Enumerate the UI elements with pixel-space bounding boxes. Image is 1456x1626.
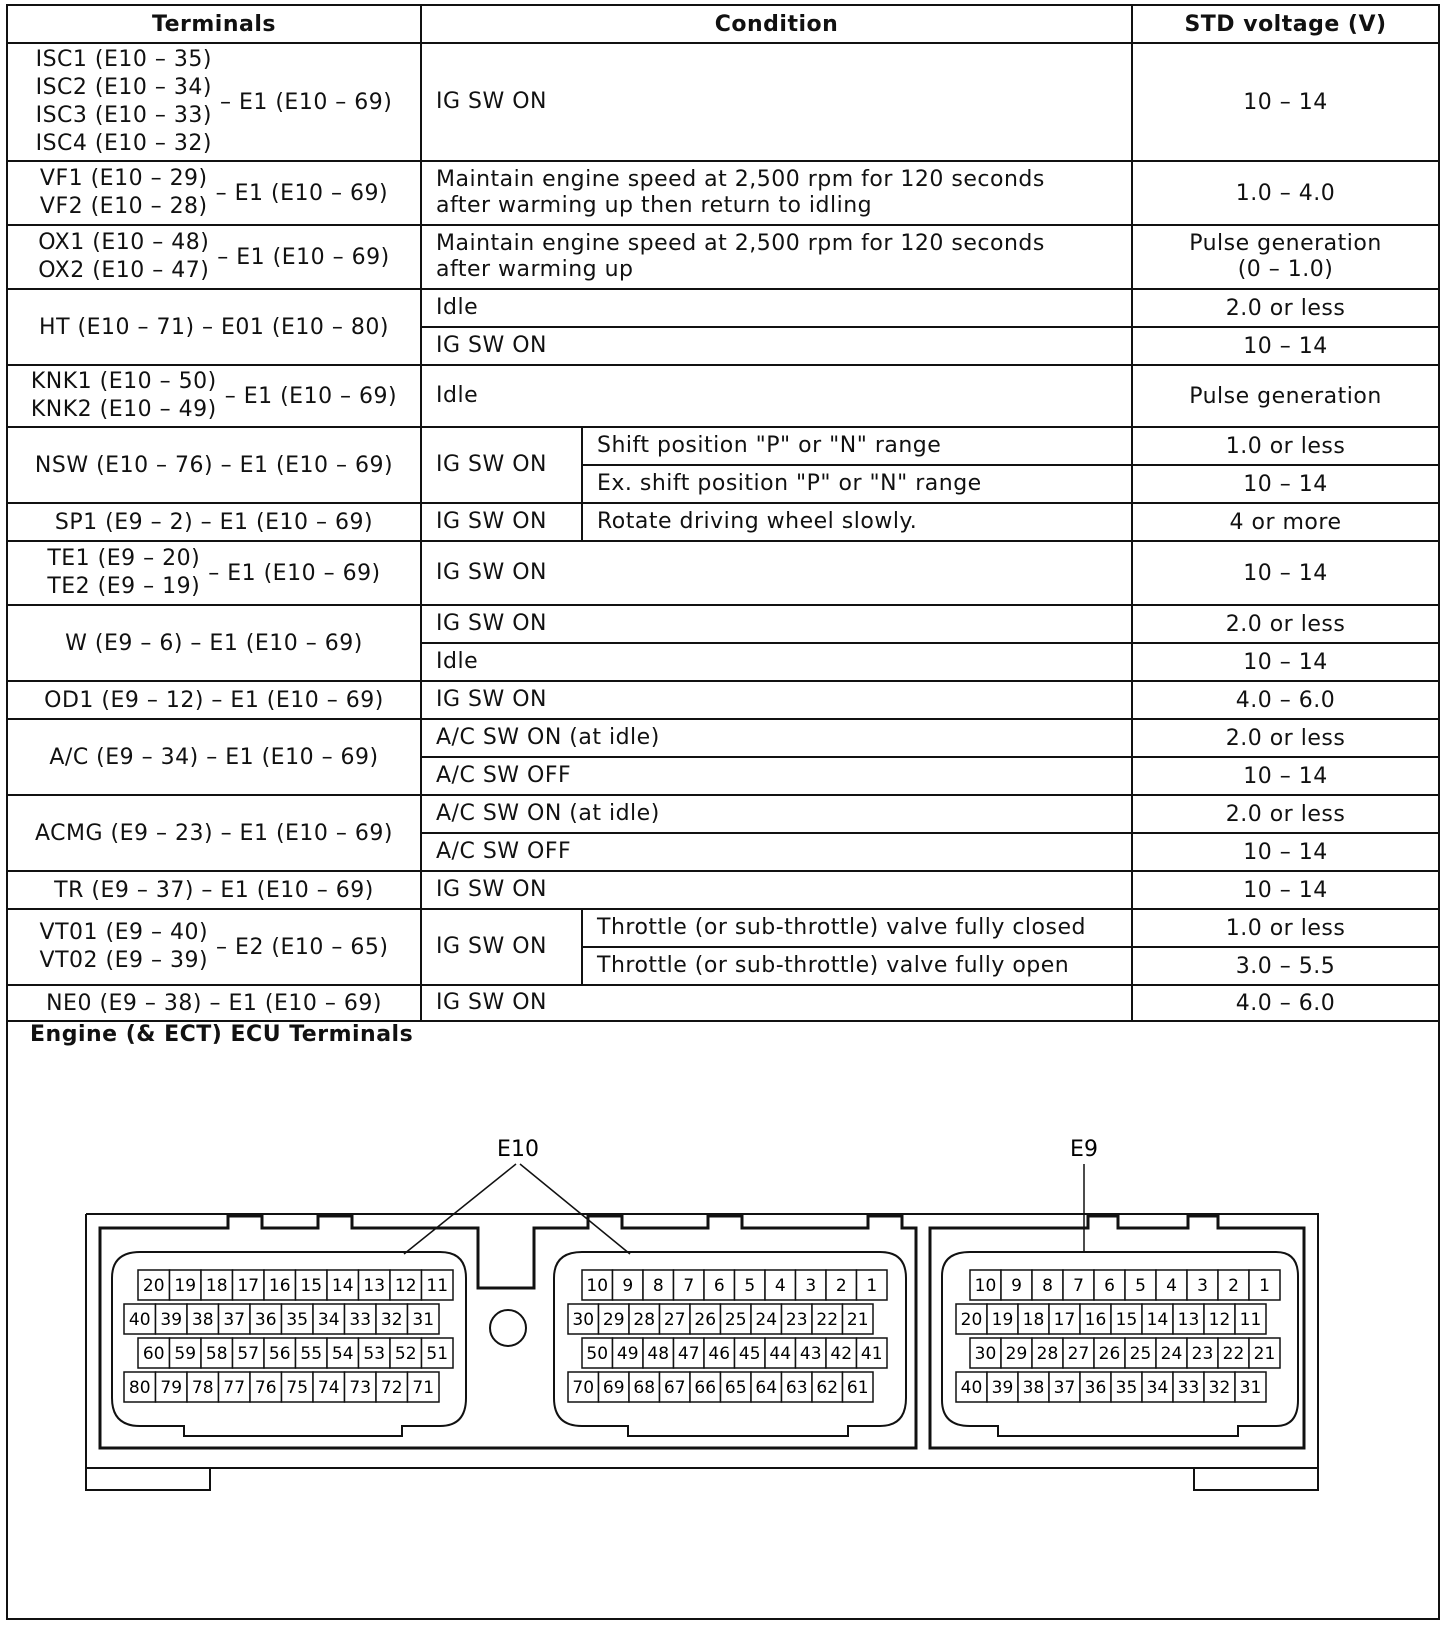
table-row-tr (8, 871, 1438, 909)
table-row-vt (8, 909, 1438, 947)
pin-number: 34 (1146, 1378, 1169, 1398)
pin-number: 20 (960, 1310, 983, 1330)
pin-number: 1 (1259, 1276, 1270, 1296)
condition-line: after warming up then return to idling (436, 193, 873, 218)
pin-number: 22 (1222, 1344, 1245, 1364)
pin-number: 59 (174, 1344, 197, 1364)
terminal-cell (8, 161, 421, 225)
pin-number: 35 (1115, 1378, 1138, 1398)
terminal-name: ISC1 (E10 – 35) (35, 47, 212, 72)
pin-number: 37 (1053, 1378, 1076, 1398)
pin-number: 5 (744, 1276, 756, 1296)
voltage-cell: 4 or more (1132, 503, 1438, 541)
header-terminals: Terminals (8, 6, 421, 43)
pin-number: 63 (785, 1378, 808, 1398)
voltage-cell: 2.0 or less (1132, 795, 1438, 833)
condition-cell (421, 161, 1132, 225)
pin-number: 67 (663, 1378, 686, 1398)
pin-number: 4 (774, 1276, 786, 1296)
table-row-ox (8, 225, 1438, 289)
terminal-cell: OD1 (E9 – 12) – E1 (E10 – 69) (8, 681, 421, 719)
pin-number: 32 (380, 1310, 403, 1330)
terminal-name: VT02 (E9 – 39) (39, 948, 209, 973)
voltage-cell: 10 – 14 (1132, 465, 1438, 503)
pin-number: 31 (1239, 1378, 1262, 1398)
terminal-cell: SP1 (E9 – 2) – E1 (E10 – 69) (8, 503, 421, 541)
terminal-name: VF1 (E10 – 29) (39, 166, 208, 191)
terminal-ground: – E1 (E10 – 69) (217, 244, 390, 270)
table-row-isc (8, 43, 1438, 161)
pin-number: 71 (412, 1378, 435, 1398)
voltage-cell: 1.0 or less (1132, 909, 1438, 947)
terminal-ground: – E1 (E10 – 69) (208, 560, 381, 586)
pin-number: 64 (755, 1378, 778, 1398)
voltage-cell: 10 – 14 (1132, 327, 1438, 365)
pin-number: 9 (622, 1276, 634, 1296)
terminal-name: KNK2 (E10 – 49) (30, 397, 217, 422)
terminal-name: OX1 (E10 – 48) (38, 230, 210, 255)
pin-number: 70 (572, 1378, 595, 1398)
table-row-ht (8, 289, 1438, 327)
pin-number: 7 (683, 1276, 695, 1296)
pin-number: 40 (960, 1378, 983, 1398)
table-row-vf (8, 161, 1438, 225)
voltage-cell: 1.0 – 4.0 (1132, 161, 1438, 225)
terminal-cell: W (E9 – 6) – E1 (E10 – 69) (8, 605, 421, 681)
sub-condition-cell: Shift position "P" or "N" range (582, 427, 1132, 465)
pin-number: 38 (1022, 1378, 1045, 1398)
terminal-name: ISC2 (E10 – 34) (35, 75, 212, 100)
condition-cell: IG SW ON (421, 427, 582, 503)
terminal-name: TE2 (E9 – 19) (47, 574, 201, 599)
terminal-ground: – E1 (E10 – 69) (219, 89, 393, 115)
pin-number: 5 (1135, 1276, 1146, 1296)
table-row-sp1 (8, 503, 1438, 541)
pointer-e10-left (404, 1164, 516, 1254)
voltage-cell: 4.0 – 6.0 (1132, 681, 1438, 719)
condition-cell: IG SW ON (421, 43, 1132, 161)
pin-number: 8 (652, 1276, 664, 1296)
pin-number: 6 (713, 1276, 725, 1296)
pin-number: 7 (1073, 1276, 1084, 1296)
terminal-ground: – E1 (E10 – 69) (224, 383, 398, 409)
condition-cell: A/C SW ON (at idle) (421, 795, 1132, 833)
pin-number: 57 (237, 1344, 260, 1364)
voltage-cell: 2.0 or less (1132, 289, 1438, 327)
pin-number: 11 (1239, 1310, 1262, 1330)
table-row-ne0 (8, 985, 1438, 1021)
label-e9: E9 (1070, 1137, 1098, 1162)
pin-number: 80 (128, 1378, 151, 1398)
pin-number: 27 (1067, 1344, 1090, 1364)
pin-number: 58 (205, 1344, 228, 1364)
pin-number: 14 (331, 1276, 354, 1296)
sub-condition-cell: Throttle (or sub-throttle) valve fully closed (582, 909, 1132, 947)
condition-line: Maintain engine speed at 2,500 rpm for 120 seconds (436, 167, 1045, 192)
pin-number: 28 (1036, 1344, 1059, 1364)
ecu-terminal-diagram (8, 1018, 1438, 1618)
table-row-w (8, 605, 1438, 643)
pin-number: 45 (738, 1344, 761, 1364)
condition-cell: IG SW ON (421, 327, 1132, 365)
voltage-cell: 10 – 14 (1132, 541, 1438, 605)
pin-number: 66 (694, 1378, 717, 1398)
terminal-cell: A/C (E9 – 34) – E1 (E10 – 69) (8, 719, 421, 795)
terminal-cell: ACMG (E9 – 23) – E1 (E10 – 69) (8, 795, 421, 871)
terminal-name: ISC3 (E10 – 33) (35, 103, 212, 128)
pin-number: 10 (586, 1276, 609, 1296)
pin-number: 54 (331, 1344, 354, 1364)
condition-cell: IG SW ON (421, 503, 582, 541)
pin-number: 79 (160, 1378, 183, 1398)
condition-cell: Idle (421, 643, 1132, 681)
pin-number: 61 (846, 1378, 869, 1398)
pin-number: 24 (755, 1310, 778, 1330)
pin-number: 15 (1115, 1310, 1138, 1330)
diagram-title: Engine (& ECT) ECU Terminals (30, 1022, 414, 1047)
pin-number: 53 (363, 1344, 386, 1364)
pin-number: 39 (160, 1310, 183, 1330)
pin-number: 72 (380, 1378, 403, 1398)
pin-number: 41 (860, 1344, 883, 1364)
pin-number: 14 (1146, 1310, 1169, 1330)
pin-number: 73 (349, 1378, 372, 1398)
pin-number: 33 (349, 1310, 372, 1330)
condition-cell: IG SW ON (421, 681, 1132, 719)
condition-cell: A/C SW ON (at idle) (421, 719, 1132, 757)
sub-condition-cell: Ex. shift position "P" or "N" range (582, 465, 1132, 503)
pin-number: 52 (394, 1344, 417, 1364)
terminal-cell (8, 43, 421, 161)
terminal-cell: NE0 (E9 – 38) – E1 (E10 – 69) (8, 985, 421, 1021)
pin-number: 55 (300, 1344, 323, 1364)
pin-number: 62 (816, 1378, 839, 1398)
condition-line: after warming up (436, 257, 634, 282)
pin-number: 36 (254, 1310, 277, 1330)
condition-cell: IG SW ON (421, 871, 1132, 909)
pin-number: 2 (835, 1276, 847, 1296)
terminal-name: TE1 (E9 – 20) (47, 546, 201, 571)
pin-number: 34 (317, 1310, 340, 1330)
pin-number: 17 (237, 1276, 260, 1296)
pin-number: 1 (866, 1276, 878, 1296)
voltage-cell: 2.0 or less (1132, 605, 1438, 643)
pointer-e10-right (520, 1164, 630, 1254)
terminal-cell (8, 909, 421, 985)
table-row-knk (8, 365, 1438, 427)
pin-number: 21 (846, 1310, 869, 1330)
pin-number: 26 (1098, 1344, 1121, 1364)
pin-number: 40 (128, 1310, 151, 1330)
terminal-ground: – E1 (E10 – 69) (215, 180, 389, 206)
terminal-cell: TR (E9 – 37) – E1 (E10 – 69) (8, 871, 421, 909)
condition-cell: A/C SW OFF (421, 833, 1132, 871)
pin-number: 13 (363, 1276, 386, 1296)
table-row-ac (8, 719, 1438, 757)
pin-number: 15 (300, 1276, 323, 1296)
pin-number: 23 (1191, 1344, 1214, 1364)
table-row-nsw (8, 427, 1438, 465)
terminal-cell: NSW (E10 – 76) – E1 (E10 – 69) (8, 427, 421, 503)
pin-number: 51 (426, 1344, 449, 1364)
pin-number: 37 (223, 1310, 246, 1330)
pin-number: 27 (663, 1310, 686, 1330)
terminal-ground: – E2 (E10 – 65) (216, 934, 389, 960)
pin-number: 49 (616, 1344, 639, 1364)
latch-hole (490, 1310, 526, 1346)
pin-number: 4 (1166, 1276, 1177, 1296)
pin-number: 47 (677, 1344, 700, 1364)
pin-number: 9 (1011, 1276, 1022, 1296)
terminal-voltage-table (8, 6, 1438, 1022)
pin-number: 2 (1228, 1276, 1239, 1296)
pin-number: 50 (586, 1344, 609, 1364)
pin-number: 24 (1160, 1344, 1183, 1364)
ecu-connector-drawing (8, 1018, 1438, 1618)
terminal-cell (8, 225, 421, 289)
pin-number: 29 (1005, 1344, 1028, 1364)
voltage-cell: 2.0 or less (1132, 719, 1438, 757)
pin-number: 10 (974, 1276, 997, 1296)
voltage-cell: 10 – 14 (1132, 871, 1438, 909)
pin-number: 11 (426, 1276, 449, 1296)
voltage-cell: Pulse generation (1132, 365, 1438, 427)
pin-number: 17 (1053, 1310, 1076, 1330)
pin-number: 75 (286, 1378, 309, 1398)
pin-number: 3 (1197, 1276, 1208, 1296)
condition-cell: Idle (421, 365, 1132, 427)
condition-cell: IG SW ON (421, 605, 1132, 643)
pin-number: 19 (174, 1276, 197, 1296)
terminal-name: VT01 (E9 – 40) (39, 920, 209, 945)
pin-number: 42 (830, 1344, 853, 1364)
voltage-line: (0 – 1.0) (1237, 257, 1334, 282)
pin-number: 69 (602, 1378, 625, 1398)
voltage-line: Pulse generation (1189, 231, 1382, 256)
pin-number: 19 (991, 1310, 1014, 1330)
pin-number: 3 (805, 1276, 817, 1296)
pin-number: 39 (991, 1378, 1014, 1398)
sub-condition-cell: Rotate driving wheel slowly. (582, 503, 1132, 541)
pin-number: 21 (1253, 1344, 1276, 1364)
pin-number: 16 (268, 1276, 291, 1296)
pin-number: 65 (724, 1378, 747, 1398)
pin-number: 74 (317, 1378, 340, 1398)
pin-number: 78 (191, 1378, 214, 1398)
pin-number: 28 (633, 1310, 656, 1330)
table-row-od1 (8, 681, 1438, 719)
pin-number: 31 (412, 1310, 435, 1330)
pin-number: 18 (205, 1276, 228, 1296)
terminal-cell: HT (E10 – 71) – E01 (E10 – 80) (8, 289, 421, 365)
terminal-name: ISC4 (E10 – 32) (35, 131, 212, 156)
pin-number: 18 (1022, 1310, 1045, 1330)
pin-number: 36 (1084, 1378, 1107, 1398)
voltage-cell: 3.0 – 5.5 (1132, 947, 1438, 985)
pin-number: 32 (1208, 1378, 1231, 1398)
terminal-name: OX2 (E10 – 47) (38, 258, 210, 283)
table-row-acmg (8, 795, 1438, 833)
voltage-cell: 4.0 – 6.0 (1132, 985, 1438, 1021)
condition-line: Maintain engine speed at 2,500 rpm for 120 seconds (436, 231, 1045, 256)
pin-number: 30 (974, 1344, 997, 1364)
voltage-cell: 1.0 or less (1132, 427, 1438, 465)
condition-cell: A/C SW OFF (421, 757, 1132, 795)
document-page (6, 4, 1440, 1620)
pin-number: 26 (694, 1310, 717, 1330)
terminal-cell (8, 541, 421, 605)
pin-number: 48 (647, 1344, 670, 1364)
terminal-name: KNK1 (E10 – 50) (30, 369, 217, 394)
pin-number: 25 (724, 1310, 747, 1330)
pin-grid (124, 1270, 1280, 1402)
pin-number: 25 (1129, 1344, 1152, 1364)
voltage-cell: 10 – 14 (1132, 43, 1438, 161)
label-e10: E10 (497, 1137, 539, 1162)
pin-number: 13 (1177, 1310, 1200, 1330)
pin-number: 68 (633, 1378, 656, 1398)
pin-number: 60 (142, 1344, 165, 1364)
header-condition: Condition (421, 6, 1132, 43)
condition-cell: IG SW ON (421, 909, 582, 985)
pin-number: 77 (223, 1378, 246, 1398)
condition-cell: Idle (421, 289, 1132, 327)
pin-number: 35 (286, 1310, 309, 1330)
pin-number: 46 (708, 1344, 731, 1364)
sub-condition-cell: Throttle (or sub-throttle) valve fully open (582, 947, 1132, 985)
pin-number: 76 (254, 1378, 277, 1398)
pin-number: 20 (142, 1276, 165, 1296)
pin-number: 38 (191, 1310, 214, 1330)
voltage-cell: 10 – 14 (1132, 833, 1438, 871)
terminal-name: VF2 (E10 – 28) (39, 194, 208, 219)
pin-number: 8 (1042, 1276, 1053, 1296)
terminal-cell (8, 365, 421, 427)
pin-number: 30 (572, 1310, 595, 1330)
condition-cell: IG SW ON (421, 541, 1132, 605)
condition-cell: IG SW ON (421, 985, 1132, 1021)
header-row (8, 6, 1438, 43)
table-row-te (8, 541, 1438, 605)
pin-number: 23 (785, 1310, 808, 1330)
pin-number: 43 (799, 1344, 822, 1364)
pin-number: 16 (1084, 1310, 1107, 1330)
pin-number: 44 (769, 1344, 792, 1364)
voltage-cell: 10 – 14 (1132, 757, 1438, 795)
pin-number: 6 (1104, 1276, 1115, 1296)
pin-number: 29 (602, 1310, 625, 1330)
pin-number: 56 (268, 1344, 291, 1364)
pin-number: 22 (816, 1310, 839, 1330)
condition-cell (421, 225, 1132, 289)
pin-number: 12 (1208, 1310, 1231, 1330)
voltage-cell (1132, 225, 1438, 289)
voltage-cell: 10 – 14 (1132, 643, 1438, 681)
pin-number: 12 (394, 1276, 417, 1296)
header-std-voltage: STD voltage (V) (1132, 6, 1438, 43)
pin-number: 33 (1177, 1378, 1200, 1398)
